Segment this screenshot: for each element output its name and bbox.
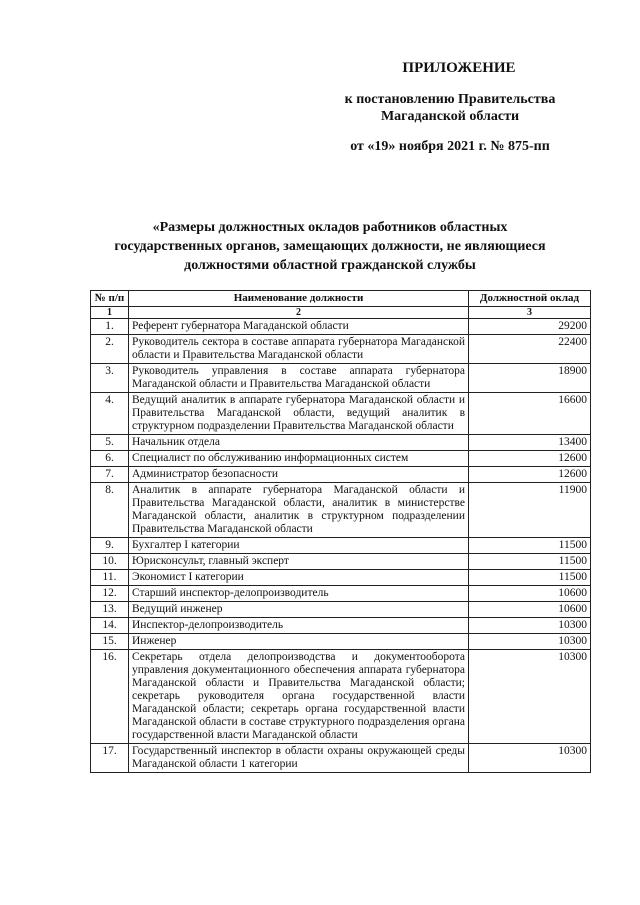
table-row — [91, 451, 591, 467]
position-name: Референт губернатора Магаданской области — [129, 319, 469, 335]
table-row — [91, 467, 591, 483]
salary-value: 10300 — [469, 650, 591, 744]
row-number: 8. — [91, 483, 129, 538]
table-row — [91, 335, 591, 364]
position-name: Инспектор-делопроизводитель — [129, 618, 469, 634]
salary-value: 11500 — [469, 554, 591, 570]
salary-value: 11900 — [469, 483, 591, 538]
row-number: 7. — [91, 467, 129, 483]
row-number: 4. — [91, 393, 129, 435]
table-row — [91, 586, 591, 602]
position-name: Администратор безопасности — [129, 467, 469, 483]
table-row — [91, 319, 591, 335]
table-index-row — [91, 307, 591, 319]
row-number: 5. — [91, 435, 129, 451]
index-cell: 3 — [469, 307, 591, 319]
table-row — [91, 435, 591, 451]
appendix-header — [300, 60, 600, 155]
salary-value: 12600 — [469, 451, 591, 467]
salary-value: 16600 — [469, 393, 591, 435]
salary-value: 29200 — [469, 319, 591, 335]
appendix-title: ПРИЛОЖЕНИЕ — [402, 60, 516, 76]
row-number: 14. — [91, 618, 129, 634]
salary-value: 12600 — [469, 467, 591, 483]
row-number: 1. — [91, 319, 129, 335]
table-row — [91, 554, 591, 570]
table-row — [91, 618, 591, 634]
position-name: Руководитель управления в составе аппарата губернатора Магаданской области и Правительства Магаданской области — [129, 364, 469, 393]
position-name: Юрисконсульт, главный эксперт — [129, 554, 469, 570]
salary-value: 11500 — [469, 538, 591, 554]
index-cell: 1 — [91, 307, 129, 319]
salary-value: 10300 — [469, 634, 591, 650]
row-number: 3. — [91, 364, 129, 393]
position-name: Ведущий аналитик в аппарате губернатора Магаданской области и Правительства Магаданской области, ведущий аналитик в структурном подразделении Правительства Магаданской области — [129, 393, 469, 435]
row-number: 16. — [91, 650, 129, 744]
salary-value: 18900 — [469, 364, 591, 393]
salary-value: 10300 — [469, 618, 591, 634]
position-name: Инженер — [129, 634, 469, 650]
index-cell: 2 — [129, 307, 469, 319]
table-row — [91, 483, 591, 538]
row-number: 15. — [91, 634, 129, 650]
row-number: 2. — [91, 335, 129, 364]
appendix-date-line: от «19» ноября 2021 г. № 875-пп — [350, 139, 550, 154]
salary-value: 22400 — [469, 335, 591, 364]
position-name: Экономист I категории — [129, 570, 469, 586]
row-number: 13. — [91, 602, 129, 618]
position-name: Ведущий инженер — [129, 602, 469, 618]
position-name: Государственный инспектор в области охраны окружающей среды Магаданской области 1 категории — [129, 744, 469, 773]
header-name: Наименование должности — [129, 291, 469, 307]
salary-value: 13400 — [469, 435, 591, 451]
row-number: 9. — [91, 538, 129, 554]
position-name: Начальник отдела — [129, 435, 469, 451]
table-row — [91, 634, 591, 650]
appendix-line-2: Магаданской области — [380, 109, 520, 124]
document-title — [90, 218, 570, 275]
document-title-line-2: государственных органов, замещающих должности, не являющиеся — [114, 239, 546, 254]
header-salary: Должностной оклад — [469, 291, 591, 307]
salary-table — [90, 290, 591, 773]
row-number: 12. — [91, 586, 129, 602]
position-name: Секретарь отдела делопроизводства и документооборота управления документационного обеспечения аппарата губернатора Магаданской области и Правительства Магаданской области; секретарь руководителя органа государственной власти Магаданской области; секретарь органа государственной власти Магаданской области в составе структурного подразделения органа государственной власти Магаданской области — [129, 650, 469, 744]
position-name: Руководитель сектора в составе аппарата губернатора Магаданской области и Правительства Магаданской области — [129, 335, 469, 364]
appendix-line-1: к постановлению Правительства — [344, 92, 556, 107]
table-row — [91, 364, 591, 393]
position-name: Бухгалтер I категории — [129, 538, 469, 554]
row-number: 11. — [91, 570, 129, 586]
table-row — [91, 393, 591, 435]
table-row — [91, 538, 591, 554]
table-row — [91, 650, 591, 744]
table-row — [91, 744, 591, 773]
salary-value: 10600 — [469, 602, 591, 618]
table-row — [91, 570, 591, 586]
header-num: № п/п — [91, 291, 129, 307]
table-header-row — [91, 291, 591, 307]
salary-value: 10600 — [469, 586, 591, 602]
document-title-line-3: должностями областной гражданской службы — [184, 258, 476, 273]
row-number: 6. — [91, 451, 129, 467]
salary-value: 11500 — [469, 570, 591, 586]
position-name: Специалист по обслуживанию информационных систем — [129, 451, 469, 467]
position-name: Аналитик в аппарате губернатора Магаданской области и Правительства Магаданской области, аналитик в министерстве Магаданской области, аналитик в структурном подразделении Правительства Магаданской области — [129, 483, 469, 538]
position-name: Старший инспектор-делопроизводитель — [129, 586, 469, 602]
row-number: 10. — [91, 554, 129, 570]
document-title-line-1: «Размеры должностных окладов работников областных — [152, 220, 508, 235]
table-row — [91, 602, 591, 618]
row-number: 17. — [91, 744, 129, 773]
salary-value: 10300 — [469, 744, 591, 773]
